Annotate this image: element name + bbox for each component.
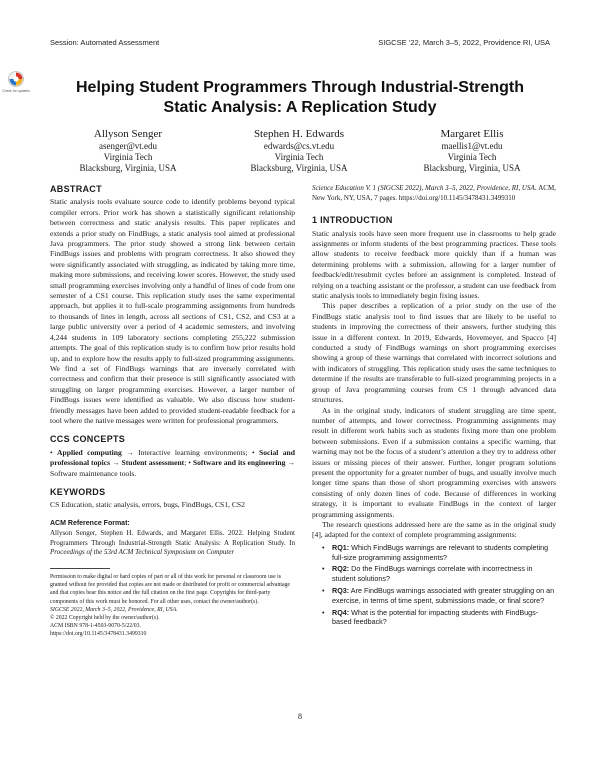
permission-venue: SIGCSE 2022, March 3–5, 2022, Providence, RI, USA. <box>50 606 178 613</box>
rq-text: Which FindBugs warnings are relevant to students completing full-size programming assignments? <box>332 542 549 562</box>
ccs-heading: CCS CONCEPTS <box>50 434 126 445</box>
author-affiliation: Virginia Tech <box>103 152 153 162</box>
list-item <box>322 608 556 628</box>
keywords-heading: KEYWORDS <box>50 486 106 497</box>
ccs-concepts: • Applied computing → Interactive learning environments; • Social and professional topics → Student assessment; • Software and its engineering → Software maintenance tools. <box>50 447 295 478</box>
author-affiliation: Virginia Tech <box>447 152 497 162</box>
rq-label: RQ3: <box>332 585 350 595</box>
reference-prefix: Allyson Senger, Stephen H. Edwards, and Margaret Ellis. 2022. Helping Student Programmers Through Industrial-Strength Static Analysis: A Replication Study. In <box>50 529 295 547</box>
ccs-concept-1: Applied computing <box>57 447 122 457</box>
author-email: asenger@vt.edu <box>98 141 158 151</box>
list-item <box>322 564 556 584</box>
rq-text: Are FindBugs warnings associated with greater struggling on an exercise, in terms of time spent, submissions made, or final score? <box>332 585 555 605</box>
intro-heading: 1 INTRODUCTION <box>312 215 393 226</box>
author-card <box>389 128 555 174</box>
right-column <box>312 184 556 629</box>
permission-text: Permission to make digital or hard copies of part or all of this work for personal or classroom use is granted without fee provided that copies are not made or distributed for profit or commercial advantage and that copies bear this notice and the full citation on the first page. Copyrights for third-party components of this work must be honored. For all other uses, contact the owner/author(s). <box>50 573 291 605</box>
author-affiliation: Virginia Tech <box>274 152 324 162</box>
intro-paragraph-4: The research questions addressed here are the same as in the original study [4], adapted for the context of complete programming assignments: <box>312 519 556 540</box>
permission-isbn: ACM ISBN 978-1-4503-9070-5/22/03. <box>50 623 141 630</box>
conference-label: SIGCSE ’22, March 3–5, 2022, Providence RI, USA <box>378 38 550 47</box>
page-number: 8 <box>298 712 302 721</box>
intro-paragraph-3: As in the original study, indicators of student struggling are time spent, number of attempts, and lower correctness. Programming assignments may result in different work habits such as students fixing more than one problem between submissions. Even if a submission contains a specific warning, that warning may not be the focus of a student’s attention a they try to address other issues or missing pieces of their answer. Further, longer program solutions present the opportunity for a greater number of bugs, and usually involve much longer time spans than those of short programming exercises with answers consisting of only dozen lines of code. Because of differences in working strategy, it is important to evaluate FindBugs in the context of larger programming assignments. <box>312 405 556 519</box>
reference-format-heading: ACM Reference Format: <box>50 519 130 527</box>
list-item <box>322 543 556 563</box>
rq-label: RQ1: <box>332 542 350 552</box>
author-email: edwards@cs.vt.edu <box>263 141 335 151</box>
author-card <box>45 128 211 174</box>
author-block <box>50 128 550 178</box>
author-location: Blacksburg, Virginia, USA <box>423 163 521 173</box>
session-label: Session: Automated Assessment <box>50 38 160 47</box>
rq-text: Do the FindBugs warnings correlate with incorrectness in student solutions? <box>332 564 533 584</box>
reference-cont-rest[interactable]: ACM, New York, NY, USA, 7 pages. https://doi.org/10.1145/3478431.3499310 <box>312 184 556 202</box>
ccs-concept-2: Social and professional topics → Student assessment <box>50 447 295 468</box>
author-email: maellis1@vt.edu <box>441 141 503 151</box>
reference-proceedings: Proceedings of the 53rd ACM Technical Symposium on Computer <box>50 548 235 557</box>
permission-block <box>50 573 295 639</box>
author-location: Blacksburg, Virginia, USA <box>79 163 177 173</box>
intro-paragraph-2: This paper describes a replication of a prior study on the use of the FindBugs static analysis tool to find issues that are likely to be useful to students in improving the correctness of their answers, further studying this issue in a different context. In 2019, Edwards, Hovemeyer, and Spacco [4] conducted a study of FindBugs warnings on short programming exercises showing a group of these warnings that correlated with incorrect solutions and with indicators of struggling. This replication study uses the same techniques to determine if the results are transferable to full-sized programming projects in a group of Java programming courses from CS 1 through advanced data structures. <box>312 301 556 405</box>
author-name: Stephen H. Edwards <box>253 128 345 140</box>
rq-text: What is the potential for impacting students with FindBugs-based feedback? <box>332 607 539 627</box>
reference-cont-italic: Science Education V. 1 (SIGCSE 2022), March 3–5, 2022, Providence, RI, USA. <box>312 184 537 192</box>
author-name: Allyson Senger <box>93 128 163 140</box>
reference-continuation <box>312 184 556 203</box>
keywords-text: CS Education, static analysis, errors, bugs, FindBugs, CS1, CS2 <box>50 500 245 510</box>
permission-copyright: © 2022 Copyright held by the owner/author(s). <box>50 614 160 621</box>
permission-doi[interactable]: https://doi.org/10.1145/3478431.3499310 <box>50 631 147 638</box>
author-card <box>216 128 382 174</box>
list-item <box>322 586 556 606</box>
ccs-concept-3: Software and its engineering <box>192 458 286 468</box>
research-questions-list <box>312 543 556 627</box>
author-name: Margaret Ellis <box>440 128 504 140</box>
footnote-rule <box>50 568 110 569</box>
ccs-concept-2-rest: ; • <box>184 458 193 468</box>
left-column <box>50 184 295 639</box>
author-location: Blacksburg, Virginia, USA <box>250 163 348 173</box>
reference-format-text <box>50 529 295 558</box>
paper-title <box>60 78 540 118</box>
abstract-heading: ABSTRACT <box>50 184 102 194</box>
title-line-2: Static Analysis: A Replication Study <box>163 99 437 116</box>
intro-paragraph-1: Static analysis tools have seen more frequent use in classrooms to help grade assignments or inform students of the best programming practices. These tools allow students to receive feedback more quickly than if a human was determining problems with a submission, allowing for a larger number of feedback/edit/resubmit cycles before an assignment is completed. Instead of relying on a teaching assistant or the professor, a student can use feedback from static analysis tools to immediately begin fixing issues. <box>312 228 556 301</box>
title-line-1: Helping Student Programmers Through Industrial-Strength <box>75 79 524 96</box>
check-for-updates-label: Check for updates <box>2 89 30 93</box>
abstract-text: Static analysis tools evaluate source code to identify problems beyond typical compiler errors. Prior work has shown a statistically significant relationship between correctness and static analysis results. This paper replicates and extends a prior study on FindBugs, a static analysis tool aimed at professional Java programmers. The prior study showed a strong link between certain FindBugs issues and problems with program correctness. It also showed they were significantly associated with struggling, as indicated by taking more time, making more submissions, and receiving lower scores. However, the study used small programming exercises involving only a handful of lines of code from one semester of a CS1 course. This replication study uses the same experimental approach, but applies it to full-scale programming assignments from hundreds to thousands of lines in length, across all sections of CS1, CS2, and CS3 at a large public university over a period of 4 academic semesters, and involving 4,244 students in 109 laboratory sections completing 255,222 submission attempts. The goal of this replication study is to confirm how prior results hold up, and to explore how the results apply to full-sized programming assignments. We find a set of FindBugs warnings that are inversely correlated with correctness and confirm that their presence is still significantly associated with struggling on larger programming exercises. However, a larger number of FindBugs issues were identified as valuable. We also discuss how student-friendly messages have been added to provided student-readable feedback for a tool where the native messages were written for professional programmers. <box>50 197 295 425</box>
ccs-concept-1-rest: → Interactive learning environments; • <box>121 447 259 457</box>
running-header <box>50 38 550 50</box>
check-for-updates-badge[interactable] <box>2 70 30 96</box>
ccs-concept-3-rest: → Software maintenance tools. <box>50 458 295 478</box>
rq-label: RQ2: <box>332 564 350 574</box>
rq-label: RQ4: <box>332 607 350 617</box>
